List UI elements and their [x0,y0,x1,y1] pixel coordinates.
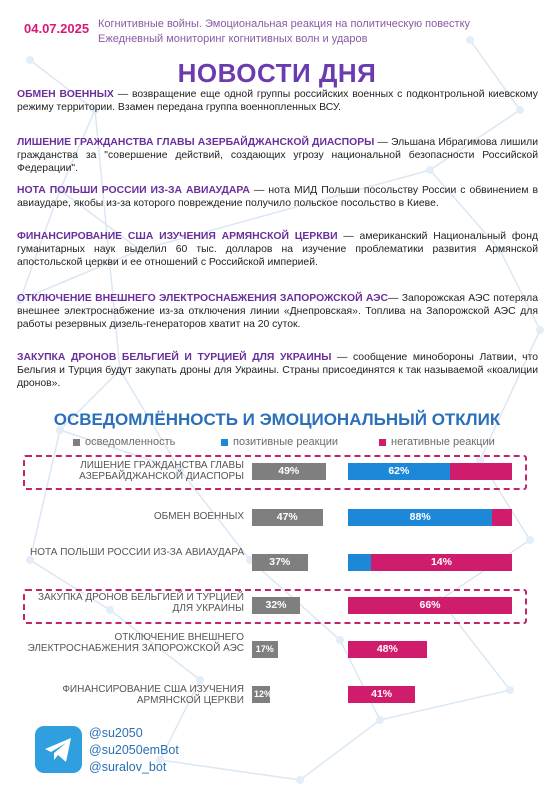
legend-item-awareness [73,436,175,448]
network-line [30,430,60,560]
network-node [196,676,204,684]
network-node [336,636,344,644]
reaction-value: 48% [376,643,398,655]
news-title: НОТА ПОЛЬШИ РОССИИ ИЗ-ЗА АВИАУДАРА [17,185,250,196]
news-title: ЛИШЕНИЕ ГРАЖДАНСТВА ГЛАВЫ АЗЕРБАЙДЖАНСКОЙ ДИАСПОРЫ [17,137,375,148]
news-title: ЗАКУПКА ДРОНОВ БЕЛЬГИЕЙ И ТУРЦИЕЙ ДЛЯ УКРАИНЫ [17,352,332,363]
contact-link[interactable]: @su2050 [89,726,143,740]
legend-item-negative [379,436,495,448]
network-line [160,760,300,780]
awareness-value: 49% [278,465,300,477]
legend-label: негативные реакции [391,436,495,448]
network-node [466,36,474,44]
reaction-value: 66% [419,599,441,611]
reaction-value: 14% [430,556,452,568]
legend-label: позитивные реакции [233,436,339,448]
row-label: НОТА ПОЛЬШИ РОССИИ ИЗ-ЗА АВИАУДАРА [30,547,244,558]
chart-title: ОСВЕДОМЛЁННОСТЬ И ЭМОЦИОНАЛЬНЫЙ ОТКЛИК [53,410,501,429]
legend-swatch-negative [379,439,386,446]
network-node [506,686,514,694]
awareness-value: 47% [276,511,298,523]
row-label: ЛИШЕНИЕ ГРАЖДАНСТВА ГЛАВЫ АЗЕРБАЙДЖАНСКОЙ ДИАСПОРЫ [79,460,244,482]
news-title: ФИНАНСИРОВАНИЕ США ИЗУЧЕНИЯ АРМЯНСКОЙ ЦЕРКВИ [17,231,338,242]
news-title: ОБМЕН ВОЕННЫХ [17,89,114,100]
network-node [526,536,534,544]
news-text: — американский Национальный фонд гуманитарных наук выделил 60 тыс. долларов на изучение проблематики развития Армянской апостольской церкви и ее отношений с Российской империей. [17,231,539,269]
awareness-value: 32% [265,599,287,611]
network-line [300,720,380,780]
news-item [17,230,538,270]
legend-item-positive [221,436,338,448]
news-item [17,292,538,332]
legend-label: осведомленность [85,436,176,448]
news-text: — Эльшана Ибрагимова лишили гражданства за "совершение действий, создающих угрозу национальной безопасности Российской Федерации". [17,137,538,175]
news-text: — возвращение еще одной группы российских военных с подконтрольной киевскому режиму территории. Взамен передана группа военнопленных ВСУ. [17,89,538,114]
legend-swatch-awareness [73,439,80,446]
news-item [17,136,538,176]
reaction-value: 88% [409,511,431,523]
header-subtitle-2: Ежедневный мониторинг когнитивных волн и ударов [98,33,368,45]
positive-bar [348,554,371,571]
news-title: ОТКЛЮЧЕНИЕ ВНЕШНЕГО ЭЛЕКТРОСНАБЖЕНИЯ ЗАПОРОЖСКОЙ АЭС [17,293,389,304]
page-title: НОВОСТИ ДНЯ [177,58,377,88]
contact-link[interactable]: @suralov_bot [89,760,167,774]
negative-bar [492,509,512,526]
awareness-value: 12% [253,689,272,699]
news-item [17,184,538,210]
telegram-icon [35,726,82,773]
news-item [17,351,538,391]
header-subtitle: Когнитивные войны. Эмоциональная реакция на политическую повестку [98,18,471,30]
header-date: 04.07.2025 [24,21,90,36]
network-node [296,776,304,784]
row-label: ФИНАНСИРОВАНИЕ США ИЗУЧЕНИЯ АРМЯНСКОЙ ЦЕРКВИ [62,684,244,706]
negative-bar [450,463,512,480]
news-text: — сообщение минобороны Латвии, что Бельгия и Турция будут закупать дроны для Украины. Страны присоединятся к так называемой «коалиции дронов». [17,352,538,390]
telegram-logo [35,726,82,773]
row-label: ОТКЛЮЧЕНИЕ ВНЕШНЕГО ЭЛЕКТРОСНАБЖЕНИЯ ЗАПОРОЖСКОЙ АЭС [27,632,244,654]
awareness-value: 37% [269,556,291,568]
row-label: ОБМЕН ВОЕННЫХ [153,511,244,522]
news-text: — нота МИД Польши посольству России с обвинением в авиаударе, якобы из-за которого повреждение получило польское посольство в Киеве. [17,185,538,210]
news-text: — Запорожская АЭС потеряла внешнее электроснабжение из-за отключения линии «Днепровская». Топлива на Запорожской АЭС для работы резервных дизель-генераторов хватит на 20 суток. [17,293,539,331]
legend-swatch-positive [221,439,228,446]
awareness-value: 17% [255,644,274,654]
row-label: ЗАКУПКА ДРОНОВ БЕЛЬГИЕЙ И ТУРЦИЕЙ ДЛЯ УКРАИНЫ [37,592,244,614]
contact-link[interactable]: @su2050emBot [89,743,179,757]
news-item [17,88,538,114]
reaction-value: 62% [388,465,410,477]
network-node [376,716,384,724]
reaction-value: 41% [371,688,393,700]
